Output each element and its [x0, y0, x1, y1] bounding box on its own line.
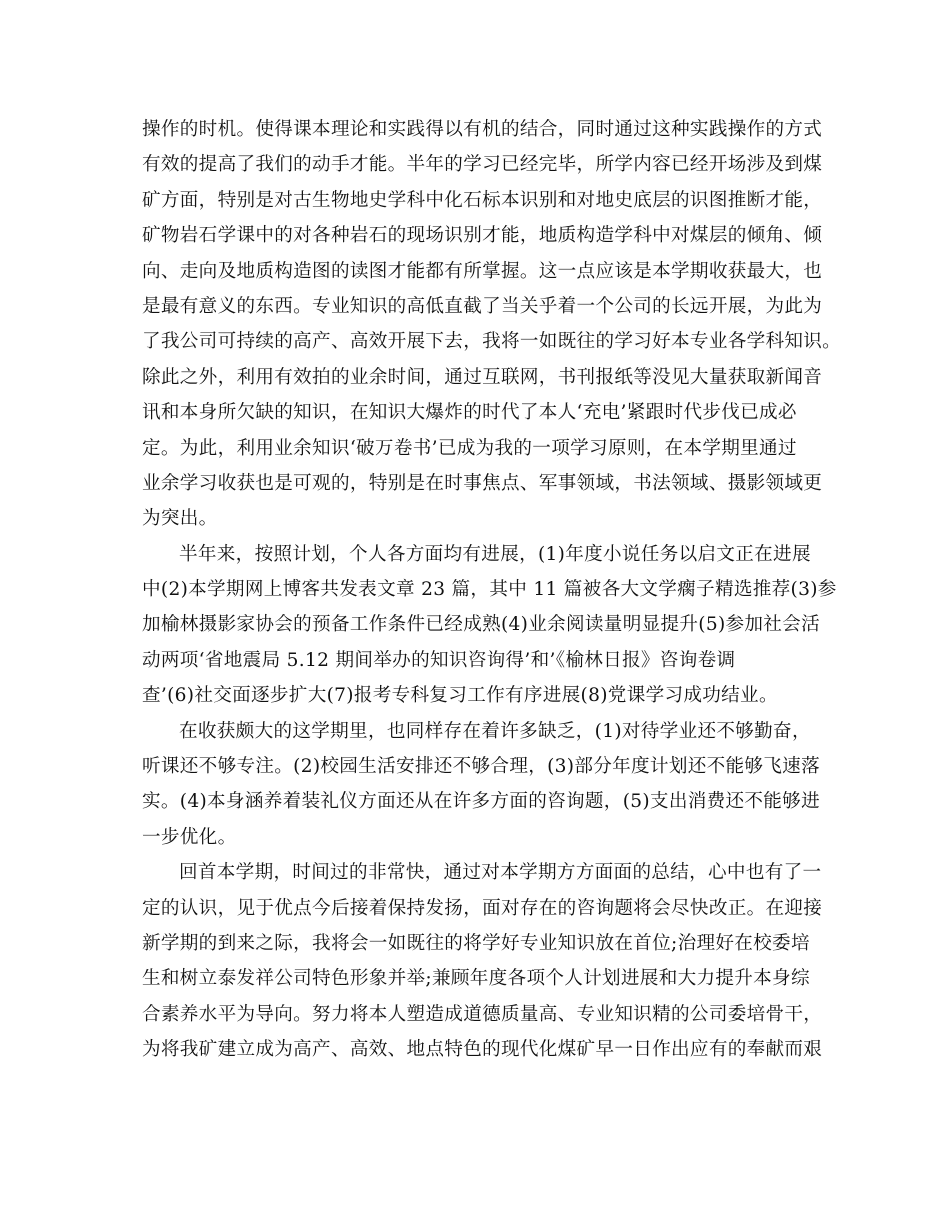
text-line: 动两项‘省地震局 5.12 期间举办的知识咨询得’和’《榆林日报》咨询卷调: [142, 649, 736, 671]
text-line: 除此之外，利用有效拍的业余时间，通过互联网，书刊报纸等没见大量获取新闻音: [142, 366, 823, 388]
text-line: 一步优化。: [142, 826, 237, 848]
text-line: 操作的时机。使得课本理论和实践得以有机的结合，同时通过这种实践操作的方式: [142, 119, 823, 140]
text-line: 定。为此，利用业余知识‘破万卷书’已成为我的一项学习原则，在本学期里通过: [142, 437, 797, 459]
text-line: 定的认识，见于优点今后接着保持发扬，面对存在的咨询题将会尽快改正。在迎接: [142, 897, 823, 919]
text-line: 向、走向及地质构造图的读图才能都有所掌握。这一点应该是本学期收获最大，也: [142, 260, 823, 282]
text-line: 是最有意义的东西。专业知识的高低直截了当关乎着一个公司的长远开展，为此为: [142, 295, 823, 317]
text-line: 合素养水平为导向。努力将本人塑造成道德质量高、专业知识精的公司委培骨干，: [142, 1003, 823, 1025]
text-line: 业余学习收获也是可观的，特别是在时事焦点、军事领域，书法领域、摄影领域更: [142, 472, 823, 494]
text-line: 生和树立泰发祥公司特色形象并举;兼顾年度各项个人计划进展和大力提升本身综: [142, 968, 810, 990]
paragraph-start-line: 半年来，按照计划，个人各方面均有进展，(1)年度小说任务以启文正在进展: [179, 543, 811, 565]
text-line: 新学期的到来之际，我将会一如既往的将学好专业知识放在首位;治理好在校委培: [142, 932, 810, 954]
text-line: 查’(6)社交面逐步扩大(7)报考专科复习工作有序进展(8)党课学习成功结业。: [142, 685, 778, 707]
text-line: 矿方面，特别是对古生物地史学科中化石标本识别和对地史底层的识图推断才能，: [142, 189, 823, 211]
document-body: [142, 112, 842, 1068]
text-line: 听课还不够专注。(2)校园生活安排还不够合理，(3)部分年度计划还不能够飞速落: [142, 756, 820, 778]
text-line: 实。(4)本身涵养着装礼仪方面还从在许多方面的咨询题，(5)支出消费还不能够进: [142, 791, 820, 813]
text-line: 有效的提高了我们的动手才能。半年的学习已经完毕，所学内容已经开场涉及到煤: [142, 154, 823, 176]
text-line: 中(2)本学期网上博客共发表文章 23 篇，其中 11 篇被各大文学瘸子精选推荐(3)参: [142, 579, 837, 601]
paragraph-start-line: 回首本学期，时间过的非常快，通过对本学期方方面面的总结，心中也有了一: [179, 862, 822, 884]
text-line: 为突出。: [142, 508, 218, 530]
text-line: 了我公司可持续的高产、高效开展下去，我将一如既往的学习好本专业各学科知识。: [142, 331, 842, 353]
text-line: 矿物岩石学课中的对各种岩石的现场识别才能，地质构造学科中对煤层的倾角、倾: [142, 225, 823, 247]
text-line: 讯和本身所欠缺的知识，在知识大爆炸的时代了本人‘充电’紧跟时代步伐已成必: [142, 402, 797, 424]
paragraph-start-line: 在收获颇大的这学期里，也同样存在着许多缺乏，(1)对待学业还不够勤奋，: [179, 720, 811, 742]
text-line: 加榆林摄影家协会的预备工作条件已经成熟(4)业余阅读量明显提升(5)参加社会活: [142, 614, 820, 636]
text-line: 为将我矿建立成为高产、高效、地点特色的现代化煤矿早一日作出应有的奉献而艰: [142, 1039, 823, 1061]
